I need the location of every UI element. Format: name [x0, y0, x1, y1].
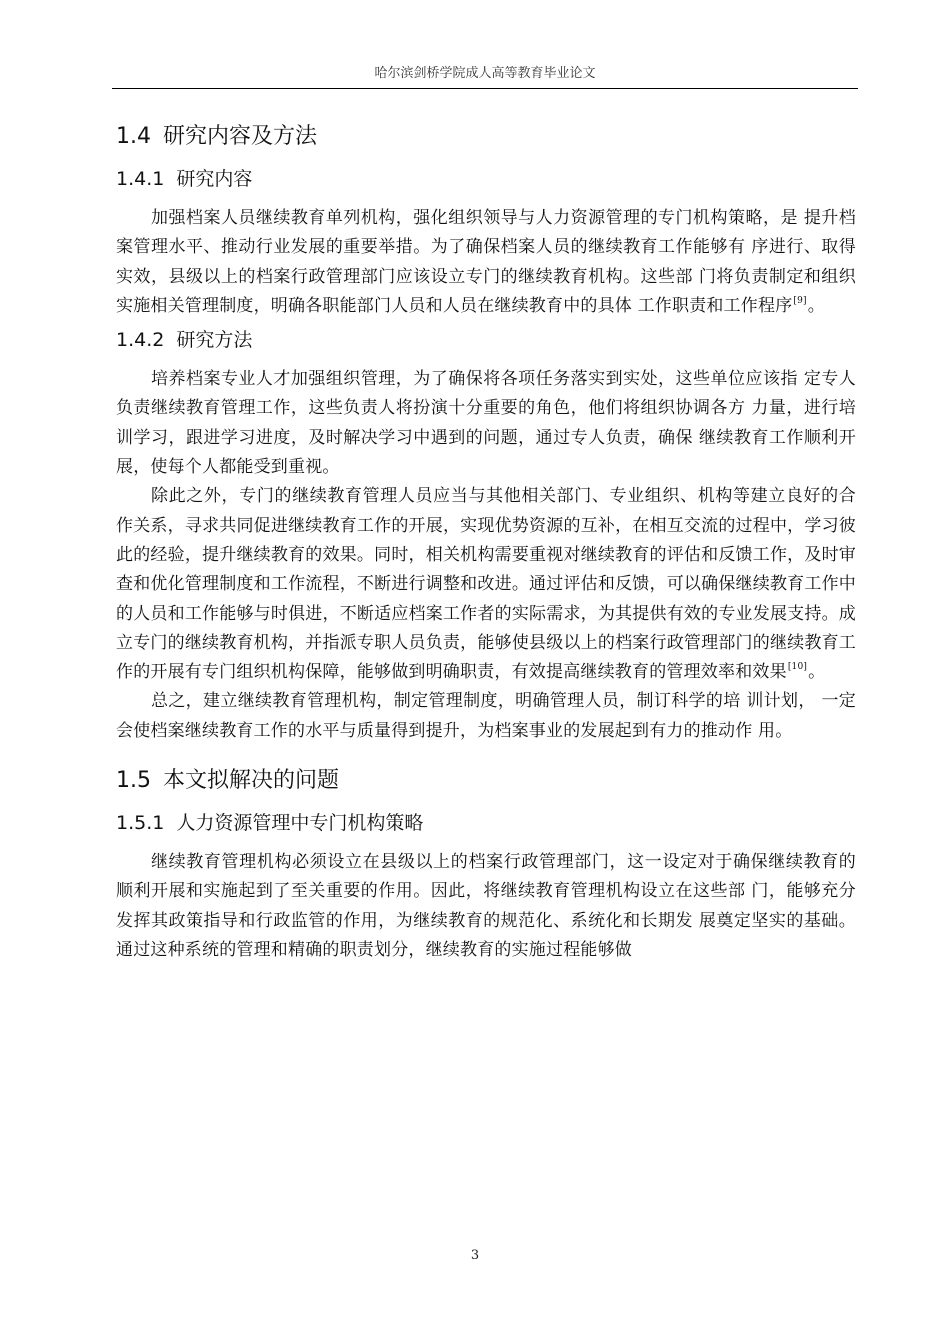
section-title: 研究内容及方法 [163, 124, 318, 149]
section-heading-1-5 [116, 766, 856, 796]
section-heading-1-4 [116, 122, 856, 152]
paragraph-text: 继续教育管理机构必须设立在县级以上的档案行政管理部门，这一设定对于确保继续教育的顺利开展和实施起到了至关重要的作用。因此，将继续教育管理机构设立在这些部 门，能够充分发挥其政策指导和行政监管的作用，为继续教育的规范化、系统化和长期发 展奠定坚实的基础。通过这种系统的管理和精确的职责划分，继续教育的实施过程能够做 [116, 852, 856, 960]
page-number: 3 [470, 1248, 480, 1263]
paragraph-method-1 [116, 365, 856, 482]
header-rule [112, 88, 858, 89]
subsection-number: 1.5.1 [116, 812, 165, 835]
subsection-title: 研究内容 [176, 168, 253, 190]
section-title: 本文拟解决的问题 [163, 768, 340, 794]
subsection-number: 1.4.2 [116, 329, 165, 352]
subsection-number: 1.4.1 [116, 168, 165, 190]
section-number: 1.4 [116, 124, 151, 149]
document-body [116, 122, 856, 965]
paragraph-method-2 [116, 482, 856, 687]
paragraph-text: 总之，建立继续教育管理机构，制定管理制度，明确管理人员，制订科学的培 训计划， 一定会使档案继续教育工作的水平与质量得到提升，为档案事业的发展起到有力的推动作 用。 [116, 691, 856, 741]
paragraph-text: 培养档案专业人才加强组织管理，为了确保将各项任务落实到实处，这些单位应该指 定专人负责继续教育管理工作，这些负责人将扮演十分重要的角色，他们将组织协调各方 力量，进行培训学习，跟进学习进度，及时解决学习中遇到的问题，通过专人负责，确保 继续教育工作顺利开展，使每个人都能受到重视。 [116, 369, 856, 478]
subsection-title: 人力资源管理中专门机构策略 [176, 812, 424, 835]
citation-10: [10] [787, 662, 808, 673]
subsection-heading-1-4-2 [116, 327, 856, 353]
citation-9: [9] [793, 295, 807, 306]
paragraph-end: 。 [808, 662, 826, 683]
section-number: 1.5 [116, 768, 151, 794]
subsection-title: 研究方法 [176, 329, 253, 352]
subsection-heading-1-5-1 [116, 810, 856, 836]
paragraph-research-content [116, 204, 856, 321]
paragraph-method-3 [116, 687, 856, 746]
paragraph-end: 。 [807, 295, 825, 316]
paragraph-text: 加强档案人员继续教育单列机构，强化组织领导与人力资源管理的专门机构策略，是 提升档案管理水平、推动行业发展的重要举措。为了确保档案人员的继续教育工作能够有 序进行、取得实效，县级以上的档案行政管理部门应该设立专门的继续教育机构。这些部 门将负责制定和组织实施相关管理制度，明确各职能部门人员和人员在继续教育中的具体 工作职责和工作程序 [116, 208, 856, 316]
paragraph-text: 除此之外，专门的继续教育管理人员应当与其他相关部门、专业组织、机构等建立良好的合作关系，寻求共同促进继续教育工作的开展，实现优势资源的互补，在相互交流的过程中，学习彼此的经验，提升继续教育的效果。同时，相关机构需要重视对继续教育的评估和反馈工作，及时审查和优化管理制度和工作流程，不断进行调整和改进。通过评估和反馈，可以确保继续教育工作中的人员和工作能够与时俱进，不断适应档案工作者的实际需求，为其提供有效的专业发展支持。成立专门的继续教育机构，并指派专职人员负责，能够使县级以上的档案行政管理部门的继续教育工作的开展有专门组织机构保障，能够做到明确职责，有效提高继续教育的管理效率和效果 [116, 486, 856, 683]
paragraph-hr-strategy [116, 848, 856, 965]
page-header: 哈尔滨剑桥学院成人高等教育毕业论文 [374, 66, 596, 81]
subsection-heading-1-4-1 [116, 166, 856, 192]
